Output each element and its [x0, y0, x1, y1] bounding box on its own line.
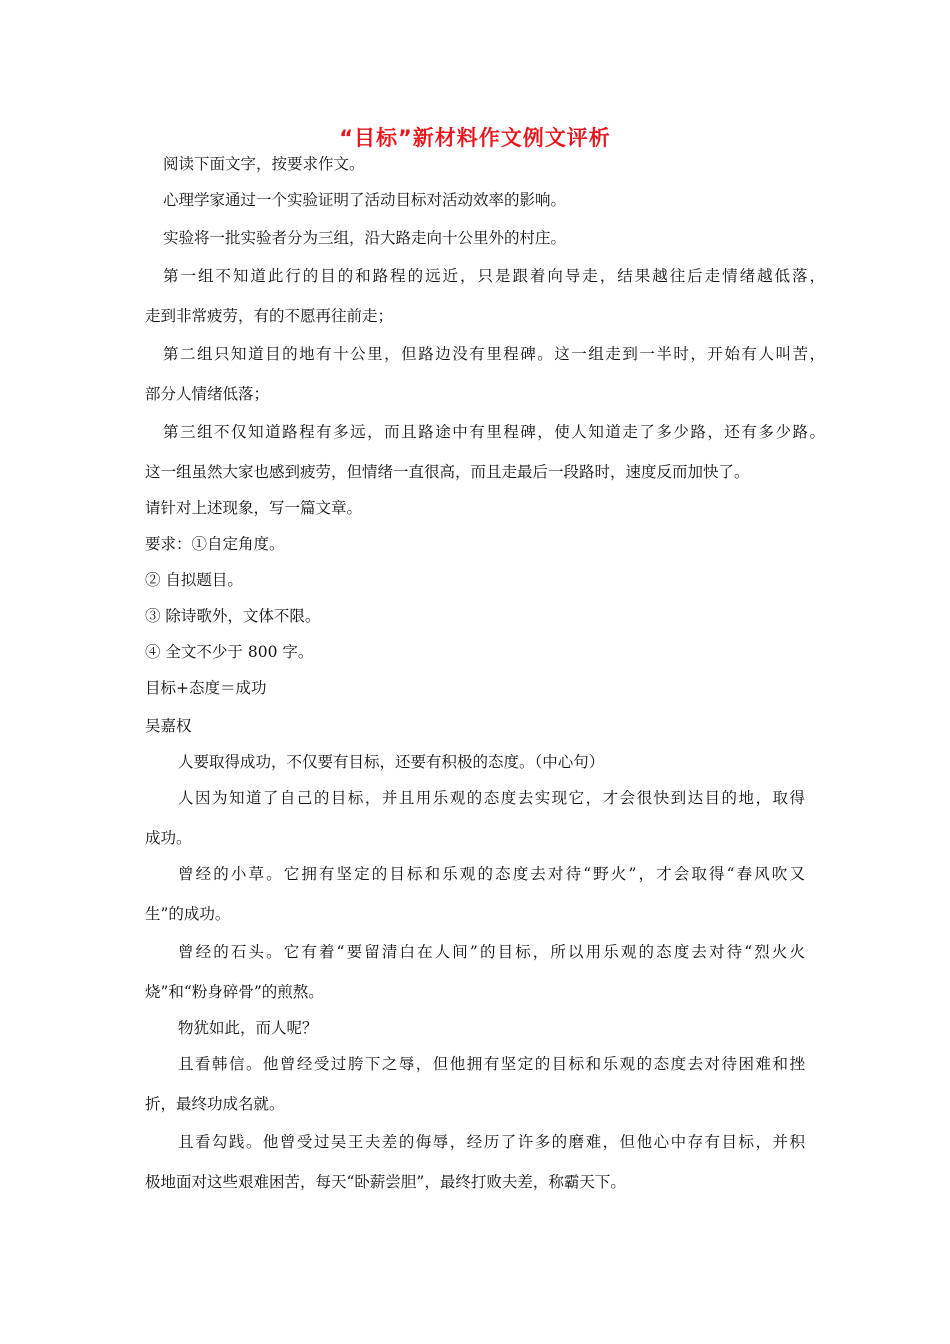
essay-paragraph: 曾经的小草。它拥有坚定的目标和乐观的态度去对待“野火”，才会取得“春风吹又: [178, 865, 805, 883]
essay-paragraph-cont: 成功。: [145, 829, 192, 847]
requirement-item: ④ 全文不少于 800 字。: [145, 643, 314, 661]
requirement-item: 要求：①自定角度。: [145, 535, 285, 553]
prompt-paragraph: 第二组只知道目的地有十公里，但路边没有里程碑。这一组走到一半时，开始有人叫苦，: [163, 345, 825, 363]
prompt-paragraph: 心理学家通过一个实验证明了活动目标对活动效率的影响。: [163, 191, 567, 209]
prompt-paragraph: 实验将一批实验者分为三组，沿大路走向十公里外的村庄。: [163, 229, 567, 247]
prompt-paragraph-cont: 走到非常疲劳，有的不愿再往前走；: [145, 307, 394, 325]
essay-title: 目标+态度＝成功: [145, 679, 267, 697]
essay-paragraph: 曾经的石头。它有着“要留清白在人间”的目标，所以用乐观的态度去对待“烈火火: [178, 943, 805, 961]
essay-paragraph: 人要取得成功，不仅要有目标，还要有积极的态度。（中心句）: [178, 753, 605, 771]
document-title: “目标”新材料作文例文评析: [339, 126, 611, 150]
prompt-paragraph-cont: 部分人情绪低落；: [145, 385, 270, 403]
essay-paragraph-cont: 烧”和“粉身碎骨”的煎熬。: [145, 983, 324, 1001]
prompt-paragraph-cont: 这一组虽然大家也感到疲劳，但情绪一直很高，而且走最后一段路时，速度反而加快了。: [145, 463, 750, 481]
requirement-item: ② 自拟题目。: [145, 571, 243, 589]
essay-author: 吴嘉权: [145, 717, 192, 735]
essay-paragraph: 且看韩信。他曾经受过胯下之辱，但他拥有坚定的目标和乐观的态度去对待困难和挫: [178, 1055, 805, 1073]
prompt-paragraph: 第一组不知道此行的目的和路程的远近，只是跟着向导走，结果越往后走情绪越低落，: [163, 267, 825, 285]
essay-paragraph-cont: 极地面对这些艰难困苦，每天“卧薪尝胆”，最终打败夫差，称霸天下。: [145, 1173, 626, 1191]
essay-paragraph: 且看勾践。他曾受过吴王夫差的侮辱，经历了许多的磨难，但他心中存有目标，并积: [178, 1133, 805, 1151]
essay-paragraph-cont: 折，最终功成名就。: [145, 1095, 285, 1113]
essay-paragraph: 物犹如此，而人呢？: [178, 1019, 318, 1037]
requirement-item: ③ 除诗歌外，文体不限。: [145, 607, 321, 625]
prompt-task: 请针对上述现象，写一篇文章。: [145, 499, 363, 517]
essay-paragraph: 人因为知道了自己的目标，并且用乐观的态度去实现它，才会很快到达目的地，取得: [178, 789, 805, 807]
prompt-paragraph: 第三组不仅知道路程有多远，而且路途中有里程碑，使人知道走了多少路，还有多少路。: [163, 423, 825, 441]
essay-paragraph-cont: 生”的成功。: [145, 905, 231, 923]
prompt-instruction: 阅读下面文字，按要求作文。: [163, 155, 365, 173]
